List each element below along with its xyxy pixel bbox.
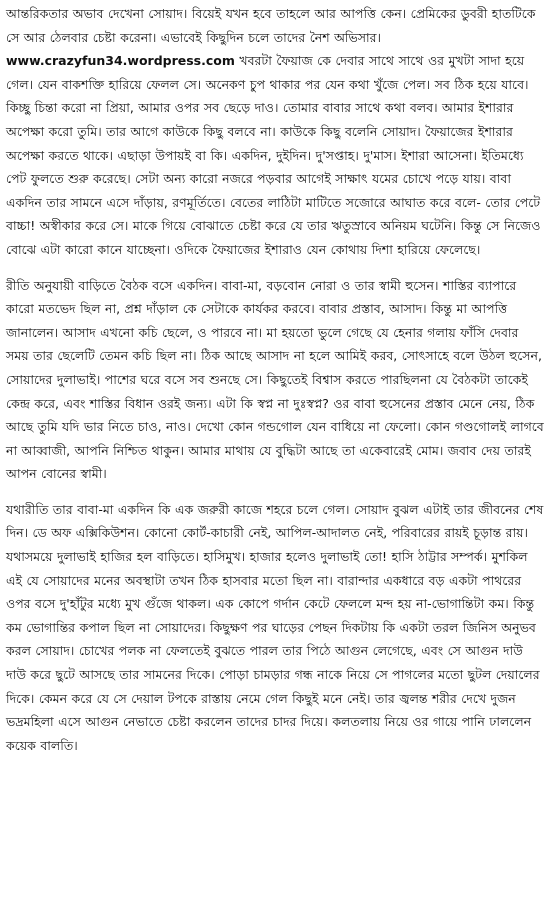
paragraph-1: [6, 2, 544, 262]
paragraph-spacer: [6, 262, 544, 274]
watermark-url: www.crazyfun34.wordpress.com: [6, 53, 235, 69]
paragraph-3: যথারীতি তার বাবা-মা একদিন কি এক জরুরী কাজে শহরে চলে গেল। সোয়াদ বুঝল এটাই তার জীবনের শেষ দিন। ডে অফ এক্সিকিউশন। কোনো কোর্ট-কাচারী নেই, আপিল-আদালত নেই, পরিবারের রায়ই চূড়ান্ত রায়। যথাসময়ে দুলাভাই হাজির হল বাড়িতে। হাসিমুখ। হাজার হলেও দুলাভাই তো! হাসি ঠাট্টার সম্পর্ক। মুশকিল এই যে সোয়াদের মনের অবস্থাটা তখন ঠিক হাসবার মতো ছিল না। বারান্দার একধারে বড় একটা পাথরের ওপর বসে দু'হাঁটুর মধ্যে মুখ গুঁজে থাকল। এক কোপে গর্দান কেটে ফেললে মন্দ হয় না-ভোগান্তিটা কম। কিন্তু কম ভোগান্তির কপাল ছিল না সোয়াদের। কিছুক্ষণ পর ঘাড়ের পেছন দিকটায় কি একটা তরল জিনিস অনুভব করল সোয়াদ। চোখের পলক না ফেলতেই বুঝতে পারল তার পিঠে আগুন লেগেছে, এবং সে আগুন দাউ দাউ করে ছুটে আসছে তার সামনের দিকে। পোড়া চামড়ার গন্ধ নাকে নিয়ে সে পাগলের মতো ছুটল দেয়ালের দিকে। কেমন করে যে সে দেয়াল টপকে রাস্তায় নেমে গেল কিছুই মনে নেই। তার জ্বলন্ত শরীর দেখে দুজন ভদ্রমহিলা এসে আগুন নেভাতে চেষ্টা করলেন তাদের চাদর দিয়ে। কলতলায় নিয়ে ওর গায়ে পানি ঢাললেন কয়েক বালতি।: [6, 501, 544, 753]
paragraph-spacer: [6, 486, 544, 498]
paragraph-2: রীতি অনুযায়ী বাড়িতে বৈঠক বসে একদিন। বাবা-মা, বড়বোন নোরা ও তার স্বামী হুসেন। শাস্তির ব্যাপারে কারো মতভেদ ছিল না, প্রশ্ন দাঁড়াল কে সেটাকে কার্যকর করবে। বাবার প্রস্তাব, আসাদ। কিন্তু মা আপত্তি জানালেন। আসাদ এখনো কচি ছেলে, ও পারবে না। মা হয়তো ভুলে গেছে যে হেনার গলায় ফাঁসি দেবার সময় তার ছেলেটি তেমন কচি ছিল না। ঠিক আছে আসাদ না হলে আমিই করব, সোৎসাহে বলে উঠল হুসেন, সোয়াদের দুলাভাই। পাশের ঘরে বসে সব শুনছে সে। কিছুতেই বিশ্বাস করতে পারছিলনা যে বৈঠকটা তাকেই কেন্দ্র করে, এবং শাস্তির বিধান ওরই জন্য। এটা কি স্বপ্ন না দুঃস্বপ্ন? ওর বাবা হুসেনের প্রস্তাব মেনে নেয়, ঠিক আছে তুমি যদি ভার নিতে চাও, নাও। দেখো কোন গন্ডগোল যেন বাধিয়ে না ফেলো। কোন গণ্ডগোলই লাগবে না আব্বাজী, আপনি নিশ্চিত থাকুন। আমার মাথায় যে বুদ্ধিটা আছে তা একেবারেই মোম। জবাব দেয় তারই আপন বোনের স্বামী।: [6, 277, 544, 482]
paragraph-1-text-after: খবরটা ফৈয়াজ কে দেবার সাথে সাথে ওর মুখটা সাদা হয়ে গেল। যেন বাকশক্তি হারিয়ে ফেলল সে। অনেকণ চুপ থাকার পর যেন কথা খুঁজে পেল। সব ঠিক হয়ে যাবে। কিচ্ছু চিন্তা করো না প্রিয়া, আমার ওপর সব ছেড়ে দাও। তোমার বাবার সাথে কথা বলব। আমার ইশারার অপেক্ষা করো তুমি। তার আগে কাউকে কিছু বলবে না। কাউকে কিছু বলেনি সোয়াদ। ফৈয়াজের ইশারার অপেক্ষা করতে থাকে। এছাড়া উপায়ই বা কি। একদিন, দুইদিন। দু'সপ্তাহ। দু'মাস। ইশারা আসেনা। ইতিমধ্যে পেট ফুলতে শুরু করেছে। সেটা অন্য কারো নজরে পড়বার আগেই সাক্ষাৎ যমের চোখে পড়ে যায়। বাবা একদিন তার সামনে এসে দাঁড়ায়, রণমূর্তিতে। বেতের লাঠিটা মাটিতে সজোরে আঘাত করে বলে- তোর পেটে বাচ্চা! অস্বীকার করে সে। মাকে গিয়ে বোঝাতে চেষ্টা করে যে তার ঋতুস্রাবে অনিয়ম ঘটেনি। কিন্তু সে নিজেও বোঝে এটা কারো কানে যাচ্ছেনা। ওদিকে ফৈয়াজের ইশারাও যেন কোথায় দিশা হারিয়ে ফেলেছে।: [6, 53, 541, 257]
paragraph-1-text-before: আন্তরিকতার অভাব দেখেনা সোয়াদ। বিয়েই যখন হবে তাহলে আর আপত্তি কেন। প্রেমিকের ডুবরী হাতটিকে সে আর ঠেলবার চেষ্টা করেনা। এভাবেই কিছুদিন চলে তাদের নৈশ অভিসার।: [6, 6, 536, 45]
